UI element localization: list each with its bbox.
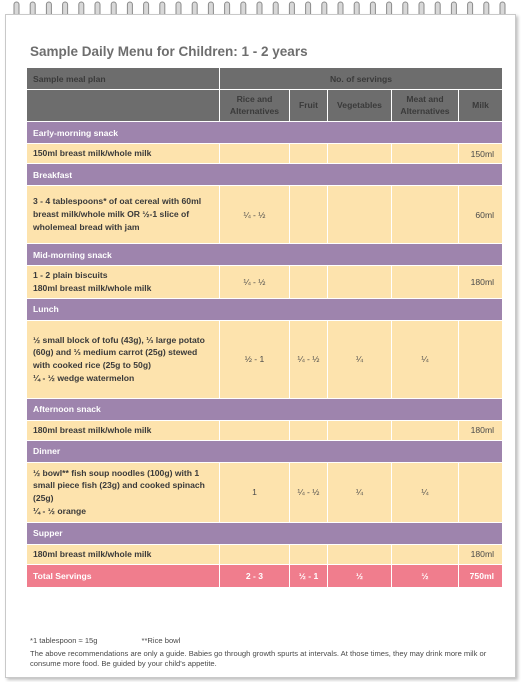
vegetable-servings (328, 544, 392, 564)
meal-row (27, 544, 503, 564)
menu-table (26, 67, 503, 588)
rice-servings: ¼ - ½ (220, 266, 290, 299)
meal-description: ½ bowl** fish soup noodles (100g) with 1 small piece fish (23g) and cooked spinach (25g) ¼ - ½ orange (27, 462, 220, 522)
meal-plan-header: Sample meal plan (27, 68, 220, 90)
meat-servings (392, 544, 459, 564)
footnote-guide: The above recommendations are only a guide. Babies go through growth spurts at intervals. At those times, they may drink more milk or consume more food. Be guided by your child's appetite. (30, 649, 487, 669)
servings-header: No. of servings (220, 68, 503, 90)
vegetable-servings (328, 420, 392, 440)
menu-body (27, 122, 503, 588)
col-fruit-header: Fruit (290, 90, 328, 122)
meal-section-name: Supper (27, 522, 503, 544)
meal-section-name: Afternoon snack (27, 398, 503, 420)
meal-section-name: Breakfast (27, 164, 503, 186)
meal-section-header (27, 440, 503, 462)
rice-servings (220, 420, 290, 440)
meat-servings (392, 144, 459, 164)
meal-row (27, 186, 503, 244)
meat-servings (392, 186, 459, 244)
meal-section-name: Lunch (27, 298, 503, 320)
meal-description: 1 - 2 plain biscuits 180ml breast milk/whole milk (27, 266, 220, 299)
meal-row (27, 144, 503, 164)
footnote-tablespoon: *1 tablespoon ≈ 15g (30, 636, 98, 645)
total-fruit: ½ - 1 (290, 564, 328, 587)
total-row (27, 564, 503, 587)
vegetable-servings (328, 186, 392, 244)
meal-row (27, 320, 503, 398)
meal-description: 180ml breast milk/whole milk (27, 544, 220, 564)
total-milk: 750ml (459, 564, 503, 587)
milk-amount: 150ml (459, 144, 503, 164)
col-meat-header: Meat and Alternatives (392, 90, 459, 122)
meal-description: 180ml breast milk/whole milk (27, 420, 220, 440)
total-label: Total Servings (27, 564, 220, 587)
fruit-servings: ¼ - ½ (290, 462, 328, 522)
meal-section-header (27, 298, 503, 320)
milk-amount: 180ml (459, 420, 503, 440)
rice-servings: ¼ - ½ (220, 186, 290, 244)
rice-servings: ½ - 1 (220, 320, 290, 398)
meal-section-header (27, 398, 503, 420)
total-meat: ½ (392, 564, 459, 587)
meal-row (27, 462, 503, 522)
meal-description: 150ml breast milk/whole milk (27, 144, 220, 164)
fruit-servings (290, 544, 328, 564)
fruit-servings (290, 266, 328, 299)
meal-description: 3 - 4 tablespoons* of oat cereal with 60ml breast milk/whole milk OR ½-1 slice of wholemeal bread with jam (27, 186, 220, 244)
meat-servings: ¼ (392, 462, 459, 522)
meat-servings: ¼ (392, 320, 459, 398)
col-milk-header: Milk (459, 90, 503, 122)
total-rice: 2 - 3 (220, 564, 290, 587)
rice-servings (220, 544, 290, 564)
milk-amount (459, 462, 503, 522)
milk-amount: 60ml (459, 186, 503, 244)
footnote-bowl: **Rice bowl (141, 636, 181, 645)
meal-section-header (27, 122, 503, 144)
fruit-servings (290, 186, 328, 244)
meal-section-header (27, 522, 503, 544)
fruit-servings (290, 144, 328, 164)
meal-section-name: Dinner (27, 440, 503, 462)
meal-section-header (27, 244, 503, 266)
col-vegetables-header: Vegetables (328, 90, 392, 122)
milk-amount: 180ml (459, 544, 503, 564)
meal-section-name: Early-morning snack (27, 122, 503, 144)
vegetable-servings: ¼ (328, 462, 392, 522)
rice-servings (220, 144, 290, 164)
meal-section-name: Mid-morning snack (27, 244, 503, 266)
milk-amount: 180ml (459, 266, 503, 299)
fruit-servings: ¼ - ½ (290, 320, 328, 398)
milk-amount (459, 320, 503, 398)
vegetable-servings (328, 266, 392, 299)
vegetable-servings (328, 144, 392, 164)
page-title: Sample Daily Menu for Children: 1 - 2 years (30, 44, 308, 59)
col-rice-header: Rice and Alternatives (220, 90, 290, 122)
meat-servings (392, 420, 459, 440)
rice-servings: 1 (220, 462, 290, 522)
meal-plan-subheader (27, 90, 220, 122)
footnote-units (30, 636, 180, 646)
meat-servings (392, 266, 459, 299)
meal-row (27, 420, 503, 440)
vegetable-servings: ¼ (328, 320, 392, 398)
meal-row (27, 266, 503, 299)
meal-section-header (27, 164, 503, 186)
fruit-servings (290, 420, 328, 440)
total-vegetables: ½ (328, 564, 392, 587)
meal-description: ½ small block of tofu (43g), ⅓ large potato (60g) and ⅓ medium carrot (25g) stewed with cooked rice (25g to 50g) ¼ - ½ wedge watermelon (27, 320, 220, 398)
